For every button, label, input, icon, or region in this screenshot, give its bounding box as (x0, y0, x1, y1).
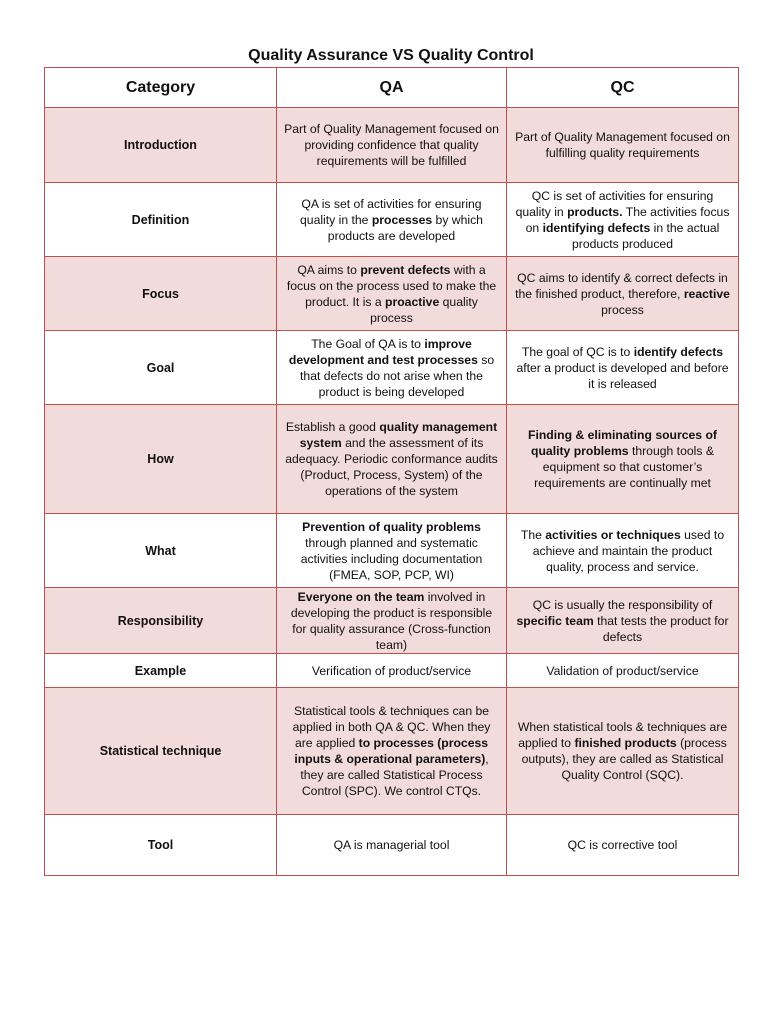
table-row (45, 815, 739, 876)
qc-cell (507, 183, 739, 257)
bold-text: quality management system (299, 420, 498, 450)
text-run: process (601, 302, 644, 317)
comparison-table (44, 67, 739, 876)
bold-text: finished products (574, 736, 677, 750)
text-run: (process outputs), they are called as Statistical Quality Control (SQC). (521, 736, 727, 782)
text-run: QA is set of activities for ensuring quality in the (300, 196, 482, 227)
category-cell: Statistical technique (45, 688, 277, 815)
text-run: Validation of product/service (546, 663, 699, 678)
qc-cell (507, 688, 739, 815)
text-run: QC aims to identify & correct defects in the finished product, therefore, (515, 270, 728, 301)
qc-cell (507, 654, 739, 688)
category-cell: How (45, 405, 277, 514)
text-run: The goal of QC is to (521, 344, 634, 359)
text-run: The (520, 527, 546, 542)
text-run: used to achieve and maintain the product quality, process and service. (532, 527, 725, 574)
text-run: and the assessment of its adequacy. Periodic conformance audits (Product, Process, System) of the operations of the system (285, 436, 498, 498)
category-cell: What (45, 514, 277, 588)
bold-text: prevent defects (360, 262, 451, 277)
bold-text: reactive (683, 286, 730, 301)
bold-text: improve development and test processes (288, 336, 478, 367)
qc-cell (507, 405, 739, 514)
qa-cell (277, 514, 507, 588)
text-run: Part of Quality Management focused on providing confidence that quality requirements will be fulfilled (284, 122, 499, 168)
bold-text: identify defects (633, 344, 724, 359)
qa-cell (277, 588, 507, 654)
qc-cell (507, 257, 739, 331)
qa-cell (277, 405, 507, 514)
category-cell: Example (45, 654, 277, 688)
header-row (45, 68, 739, 108)
table-row (45, 514, 739, 588)
text-run: Part of Quality Management focused on fulfilling quality requirements (515, 130, 730, 160)
text-run: QC is usually the responsibility of (532, 597, 713, 612)
text-run: by which products are developed (327, 212, 483, 243)
category-cell: Tool (45, 815, 277, 876)
bold-text: specific team (516, 613, 594, 628)
header-category: Category (45, 68, 277, 108)
qc-cell (507, 108, 739, 183)
category-cell: Responsibility (45, 588, 277, 654)
bold-text: processes (371, 212, 433, 227)
text-run: Verification of product/service (311, 663, 472, 678)
qa-cell (277, 815, 507, 876)
table-row (45, 183, 739, 257)
header-qc: QC (507, 68, 739, 108)
bold-text: to processes (process inputs & operational parameters) (294, 736, 489, 766)
table-row (45, 688, 739, 815)
text-run: through tools & equipment so that customer’s requirements are continually met (534, 444, 714, 490)
qc-cell (507, 815, 739, 876)
category-cell: Goal (45, 331, 277, 405)
header-qa: QA (277, 68, 507, 108)
bold-text: identifying defects (542, 220, 651, 235)
category-cell: Definition (45, 183, 277, 257)
text-run: Statistical tools & techniques can be applied in both QA & QC. When they are applied (292, 704, 491, 750)
text-run: QA aims to (297, 262, 361, 277)
qc-cell (507, 588, 739, 654)
text-run: QC is set of activities for ensuring quality in (515, 188, 714, 219)
table-row (45, 257, 739, 331)
qa-cell (277, 108, 507, 183)
qc-cell (507, 331, 739, 405)
bold-text: Everyone on the team (297, 589, 425, 604)
qc-cell (507, 514, 739, 588)
category-cell: Introduction (45, 108, 277, 183)
text-run: The activities focus on (525, 204, 730, 235)
document-title: Quality Assurance VS Quality Control (248, 47, 534, 64)
text-run: through planned and systematic activities including documentation (FMEA, SOP, PCP, WI) (300, 535, 483, 582)
qa-cell (277, 331, 507, 405)
qa-cell (277, 688, 507, 815)
text-run: so that defects do not arise when the product is being developed (300, 352, 495, 399)
text-run: QC is corrective tool (567, 838, 678, 852)
table-row (45, 588, 739, 654)
bold-text: proactive (385, 294, 440, 309)
text-run: after a product is developed and before it is released (516, 360, 729, 391)
bold-text: activities or techniques (545, 527, 681, 542)
table-row (45, 405, 739, 514)
text-run: QA is managerial tool (333, 838, 450, 852)
text-run: involved in developing the product is responsible for quality assurance (Cross-function team) (290, 589, 493, 652)
table-row (45, 108, 739, 183)
qa-cell (277, 183, 507, 257)
bold-text: products. (567, 204, 623, 219)
text-run: When statistical tools & techniques are applied to (517, 720, 728, 750)
table-row (45, 654, 739, 688)
text-run: , they are called Statistical Process Control (SPC). We control CTQs. (300, 752, 489, 798)
table-row (45, 331, 739, 405)
qa-cell (277, 257, 507, 331)
text-run: Establish a good (285, 420, 380, 434)
text-run: with a focus on the process used to make the product. It is a (286, 262, 497, 309)
text-run: in the actual products produced (572, 220, 720, 251)
bold-text: Prevention of quality problems (302, 519, 481, 534)
category-cell: Focus (45, 257, 277, 331)
text-run: that tests the product for defects (593, 613, 729, 644)
qa-cell (277, 654, 507, 688)
bold-text: Finding & eliminating sources of quality problems (528, 428, 717, 458)
text-run: The Goal of QA is to (311, 336, 425, 351)
text-run: quality process (370, 294, 478, 325)
